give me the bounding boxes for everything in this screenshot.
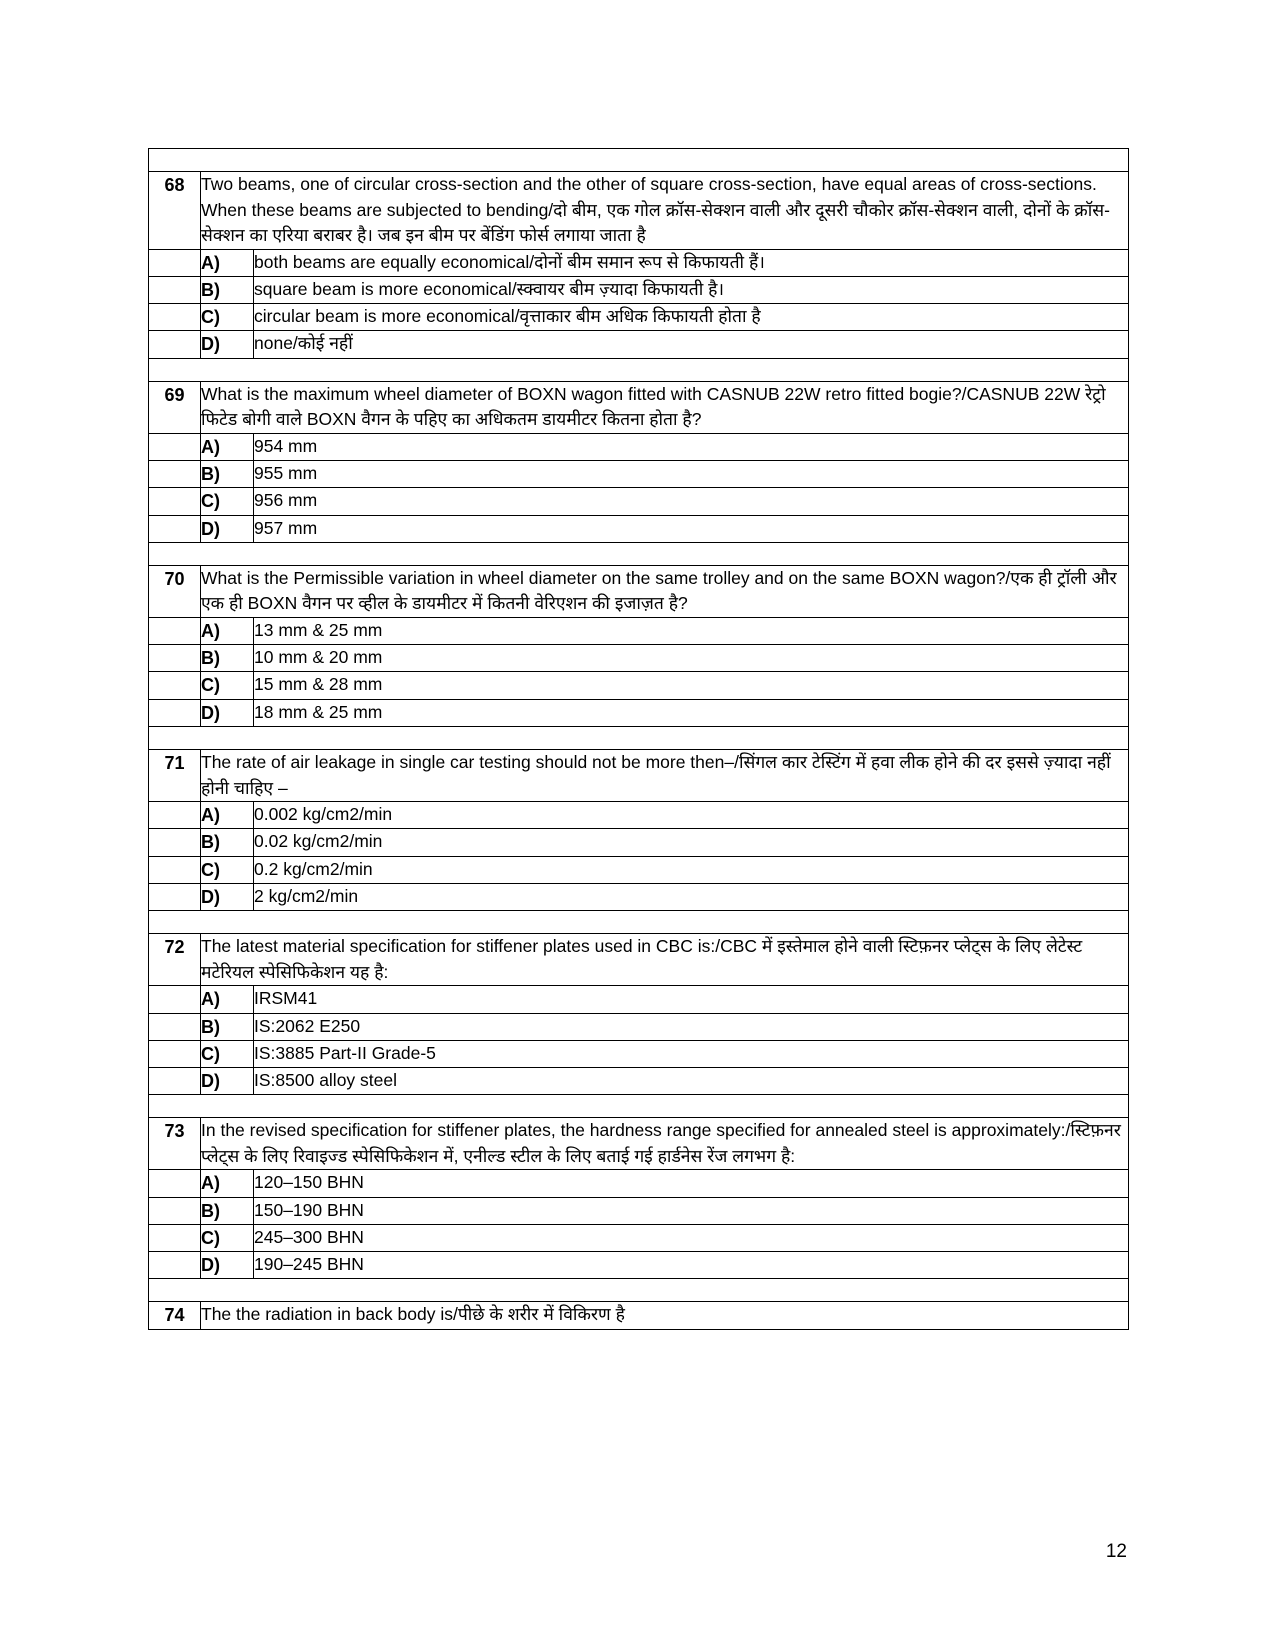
question-number: 73: [149, 1118, 201, 1170]
option-gutter-cell: [149, 433, 201, 460]
option-gutter-cell: [149, 829, 201, 856]
option-label: B): [201, 276, 254, 303]
option-label: A): [201, 617, 254, 644]
option-text[interactable]: 10 mm & 20 mm: [254, 645, 1129, 672]
question-text: The latest material specification for stiffener plates used in CBC is:/CBC में इस्तेमाल होने वाली स्टिफ़नर प्लेट्स के लिए लेटेस्ट मटेरियल स्पेसिफिकेशन यह है:: [201, 934, 1129, 986]
option-text[interactable]: 13 mm & 25 mm: [254, 617, 1129, 644]
option-label: B): [201, 1013, 254, 1040]
option-gutter-cell: [149, 1068, 201, 1095]
question-number: 69: [149, 381, 201, 433]
page-number: 12: [1105, 1541, 1127, 1562]
option-row: [149, 433, 1129, 460]
option-text[interactable]: IRSM41: [254, 986, 1129, 1013]
option-row: [149, 1040, 1129, 1067]
table-spacer-row: [149, 149, 1129, 172]
option-row: [149, 304, 1129, 331]
option-text[interactable]: 956 mm: [254, 488, 1129, 515]
option-gutter-cell: [149, 461, 201, 488]
table-spacer-row: [149, 911, 1129, 934]
question-text: Two beams, one of circular cross-section and the other of square cross-section, have equal areas of cross-sections. When these beams are subjected to bending/दो बीम, एक गोल क्रॉस-सेक्शन वाली और दूसरी चौकोर क्रॉस-सेक्शन वाली, दोनों के क्रॉस-सेक्शन का एरिया बराबर है। जब इन बीम पर बेंडिंग फोर्स लगाया जाता है: [201, 172, 1129, 250]
option-row: [149, 1170, 1129, 1197]
option-text[interactable]: 190–245 BHN: [254, 1252, 1129, 1279]
question-row: [149, 1118, 1129, 1170]
option-label: D): [201, 331, 254, 358]
table-spacer-row: [149, 1279, 1129, 1302]
option-gutter-cell: [149, 331, 201, 358]
option-label: C): [201, 1040, 254, 1067]
option-gutter-cell: [149, 276, 201, 303]
option-text[interactable]: 15 mm & 28 mm: [254, 672, 1129, 699]
option-row: [149, 883, 1129, 910]
table-spacer-row: [149, 542, 1129, 565]
option-text[interactable]: 0.2 kg/cm2/min: [254, 856, 1129, 883]
question-row: [149, 172, 1129, 250]
option-gutter-cell: [149, 1013, 201, 1040]
table-spacer-cell: [149, 911, 1129, 934]
option-text[interactable]: IS:3885 Part-II Grade-5: [254, 1040, 1129, 1067]
option-label: C): [201, 672, 254, 699]
option-row: [149, 699, 1129, 726]
questions-table: [148, 148, 1129, 1330]
question-text: The the radiation in back body is/पीछे के शरीर में विकिरण है: [201, 1302, 1129, 1329]
option-gutter-cell: [149, 645, 201, 672]
option-row: [149, 1252, 1129, 1279]
option-gutter-cell: [149, 699, 201, 726]
option-text[interactable]: 0.002 kg/cm2/min: [254, 802, 1129, 829]
option-row: [149, 249, 1129, 276]
question-number: 71: [149, 750, 201, 802]
option-text[interactable]: 957 mm: [254, 515, 1129, 542]
option-row: [149, 331, 1129, 358]
option-label: B): [201, 645, 254, 672]
option-text[interactable]: square beam is more economical/स्क्वायर बीम ज़्यादा किफायती है।: [254, 276, 1129, 303]
option-gutter-cell: [149, 986, 201, 1013]
option-row: [149, 515, 1129, 542]
option-row: [149, 617, 1129, 644]
option-label: A): [201, 1170, 254, 1197]
option-text[interactable]: IS:8500 alloy steel: [254, 1068, 1129, 1095]
option-text[interactable]: none/कोई नहीं: [254, 331, 1129, 358]
question-row: [149, 750, 1129, 802]
option-gutter-cell: [149, 1170, 201, 1197]
question-number: 74: [149, 1302, 201, 1329]
option-row: [149, 672, 1129, 699]
option-label: D): [201, 699, 254, 726]
option-row: [149, 276, 1129, 303]
option-label: A): [201, 802, 254, 829]
option-text[interactable]: 18 mm & 25 mm: [254, 699, 1129, 726]
option-row: [149, 856, 1129, 883]
table-spacer-cell: [149, 542, 1129, 565]
option-row: [149, 986, 1129, 1013]
option-text[interactable]: 954 mm: [254, 433, 1129, 460]
table-spacer-row: [149, 1095, 1129, 1118]
option-label: A): [201, 249, 254, 276]
option-label: C): [201, 304, 254, 331]
option-gutter-cell: [149, 515, 201, 542]
option-row: [149, 1197, 1129, 1224]
option-text[interactable]: 120–150 BHN: [254, 1170, 1129, 1197]
question-text: In the revised specification for stiffener plates, the hardness range specified for annealed steel is approximately:/स्टिफ़नर प्लेट्स के लिए रिवाइज्ड स्पेसिफिकेशन में, एनील्ड स्टील के लिए बताई गई हार्डनेस रेंज लगभग है:: [201, 1118, 1129, 1170]
option-label: D): [201, 1068, 254, 1095]
question-row: [149, 1302, 1129, 1329]
option-row: [149, 645, 1129, 672]
question-number: 68: [149, 172, 201, 250]
option-row: [149, 488, 1129, 515]
question-text: What is the Permissible variation in wheel diameter on the same trolley and on the same BOXN wagon?/एक ही ट्रॉली और एक ही BOXN वैगन पर व्हील के डायमीटर में कितनी वेरिएशन की इजाज़त है?: [201, 565, 1129, 617]
option-gutter-cell: [149, 802, 201, 829]
option-gutter-cell: [149, 1197, 201, 1224]
question-sheet: [148, 148, 1128, 1330]
question-number: 70: [149, 565, 201, 617]
question-row: [149, 381, 1129, 433]
option-text[interactable]: IS:2062 E250: [254, 1013, 1129, 1040]
option-gutter-cell: [149, 883, 201, 910]
question-row: [149, 934, 1129, 986]
option-label: D): [201, 515, 254, 542]
option-row: [149, 802, 1129, 829]
table-spacer-cell: [149, 727, 1129, 750]
option-text[interactable]: 150–190 BHN: [254, 1197, 1129, 1224]
option-label: B): [201, 1197, 254, 1224]
option-row: [149, 1068, 1129, 1095]
option-gutter-cell: [149, 617, 201, 644]
table-spacer-cell: [149, 1095, 1129, 1118]
option-text[interactable]: both beams are equally economical/दोनों बीम समान रूप से किफायती हैं।: [254, 249, 1129, 276]
question-text: What is the maximum wheel diameter of BOXN wagon fitted with CASNUB 22W retro fitted bogie?/CASNUB 22W रेट्रो फिटेड बोगी वाले BOXN वैगन के पहिए का अधिकतम डायमीटर कितना होता है?: [201, 381, 1129, 433]
table-spacer-cell: [149, 149, 1129, 172]
option-label: A): [201, 986, 254, 1013]
option-label: A): [201, 433, 254, 460]
option-text[interactable]: 2 kg/cm2/min: [254, 883, 1129, 910]
option-gutter-cell: [149, 1224, 201, 1251]
option-row: [149, 829, 1129, 856]
table-spacer-row: [149, 358, 1129, 381]
question-text: The rate of air leakage in single car testing should not be more then–/सिंगल कार टेस्टिंग में हवा लीक होने की दर इससे ज़्यादा नहीं होनी चाहिए –: [201, 750, 1129, 802]
option-gutter-cell: [149, 1252, 201, 1279]
table-spacer-cell: [149, 358, 1129, 381]
option-gutter-cell: [149, 249, 201, 276]
option-text[interactable]: 955 mm: [254, 461, 1129, 488]
option-gutter-cell: [149, 304, 201, 331]
option-row: [149, 461, 1129, 488]
option-gutter-cell: [149, 856, 201, 883]
option-text[interactable]: 0.02 kg/cm2/min: [254, 829, 1129, 856]
option-label: C): [201, 488, 254, 515]
option-row: [149, 1224, 1129, 1251]
question-number: 72: [149, 934, 201, 986]
option-label: C): [201, 1224, 254, 1251]
table-spacer-row: [149, 727, 1129, 750]
option-label: C): [201, 856, 254, 883]
option-gutter-cell: [149, 1040, 201, 1067]
option-label: D): [201, 883, 254, 910]
table-spacer-cell: [149, 1279, 1129, 1302]
option-gutter-cell: [149, 672, 201, 699]
option-text[interactable]: 245–300 BHN: [254, 1224, 1129, 1251]
option-label: B): [201, 461, 254, 488]
question-row: [149, 565, 1129, 617]
option-label: D): [201, 1252, 254, 1279]
option-text[interactable]: circular beam is more economical/वृत्ताकार बीम अधिक किफायती होता है: [254, 304, 1129, 331]
option-label: B): [201, 829, 254, 856]
option-row: [149, 1013, 1129, 1040]
option-gutter-cell: [149, 488, 201, 515]
